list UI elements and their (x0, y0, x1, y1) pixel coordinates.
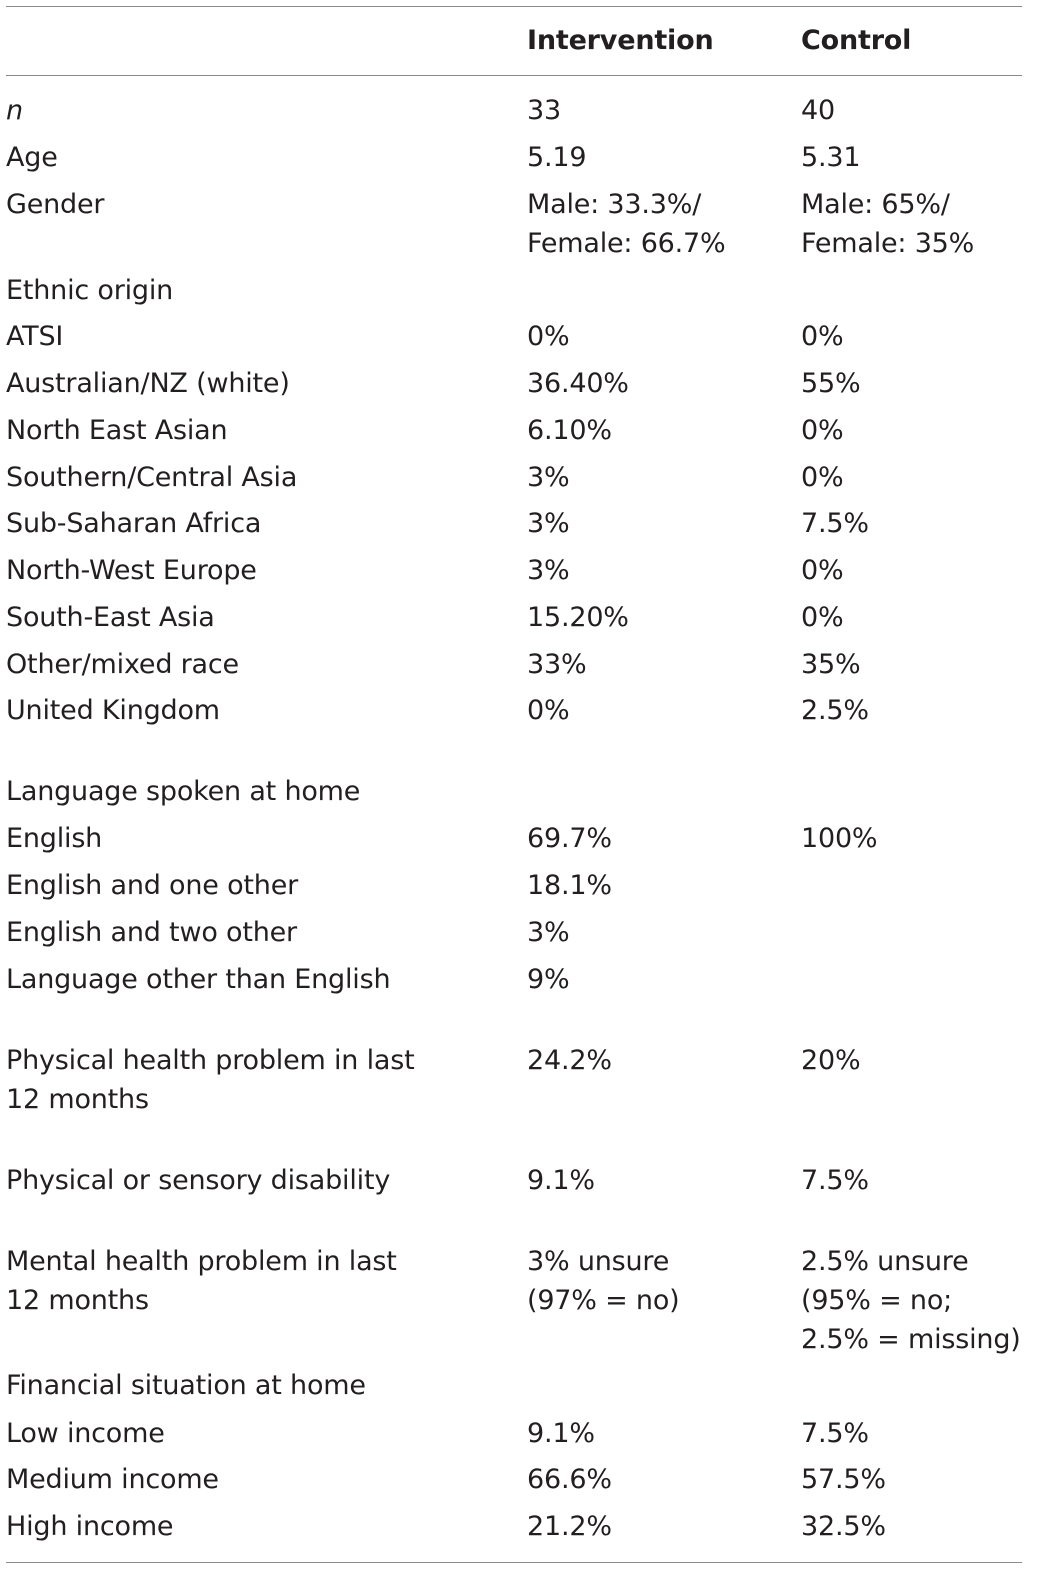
table-row-1-control-cell: 5.31 (801, 142, 861, 173)
table-row-20-control-cell: 2.5% unsure (801, 1246, 969, 1277)
table-row-15-label-cell: English and one other (6, 870, 299, 901)
table-row-20-label-cell: Mental health problem in last (6, 1246, 397, 1277)
table-row-20-label-cell: 12 months (6, 1285, 149, 1316)
table-row-6-label-cell: North East Asian (6, 415, 228, 446)
table-row-20-control-cell: (95% = no; (801, 1285, 953, 1316)
table-row-16-label-cell: English and two other (6, 917, 297, 948)
table-row-19-control-cell: 7.5% (801, 1165, 869, 1196)
table-row-10-intervention-cell: 15.20% (527, 602, 629, 633)
table-row-11-intervention-cell: 33% (527, 649, 587, 680)
table-row-12-label-cell: United Kingdom (6, 695, 220, 726)
table-row-8-label-cell: Sub-Saharan Africa (6, 508, 262, 539)
table-header-rule (6, 75, 1022, 76)
table-row-0-intervention-cell: 33 (527, 95, 561, 126)
table-row-23-control-cell: 57.5% (801, 1464, 886, 1495)
table-row-2-intervention-cell: Female: 66.7% (527, 228, 726, 259)
table-row-19-intervention-cell: 9.1% (527, 1165, 595, 1196)
table-row-18-control-cell: 20% (801, 1045, 861, 1076)
table-row-14-label-cell: English (6, 823, 103, 854)
table-row-8-control-cell: 7.5% (801, 508, 869, 539)
table-row-1-intervention-cell: 5.19 (527, 142, 587, 173)
table-row-14-control-cell: 100% (801, 823, 878, 854)
table-row-17-intervention-cell: 9% (527, 964, 570, 995)
table-row-16-intervention-cell: 3% (527, 917, 570, 948)
table-row-6-control-cell: 0% (801, 415, 844, 446)
table-row-6-intervention-cell: 6.10% (527, 415, 612, 446)
table-row-4-control-cell: 0% (801, 321, 844, 352)
table-row-11-label-cell: Other/mixed race (6, 649, 239, 680)
table-row-7-control-cell: 0% (801, 462, 844, 493)
table-row-5-label-cell: Australian/NZ (white) (6, 368, 290, 399)
table-row-7-label-cell: Southern/Central Asia (6, 462, 298, 493)
table-row-23-intervention-cell: 66.6% (527, 1464, 612, 1495)
table-row-20-intervention-cell: 3% unsure (527, 1246, 670, 1277)
table-row-20-intervention-cell: (97% = no) (527, 1285, 680, 1316)
table-row-4-label-cell: ATSI (6, 321, 64, 352)
table-row-0-control-cell: 40 (801, 95, 835, 126)
table-row-0-label-cell: n (6, 95, 23, 126)
table-row-12-intervention-cell: 0% (527, 695, 570, 726)
table-row-9-intervention-cell: 3% (527, 555, 570, 586)
table-row-13-label-cell: Language spoken at home (6, 776, 361, 807)
table-row-8-intervention-cell: 3% (527, 508, 570, 539)
table-row-1-label-cell: Age (6, 142, 58, 173)
table-row-18-intervention-cell: 24.2% (527, 1045, 612, 1076)
table-row-19-label-cell: Physical or sensory disability (6, 1165, 391, 1196)
header-control: Control (801, 25, 912, 56)
table-row-4-intervention-cell: 0% (527, 321, 570, 352)
table-row-22-label-cell: Low income (6, 1418, 165, 1449)
table-row-22-control-cell: 7.5% (801, 1418, 869, 1449)
table-row-2-label-cell: Gender (6, 189, 105, 220)
table-row-18-label-cell: 12 months (6, 1084, 149, 1115)
table-row-9-control-cell: 0% (801, 555, 844, 586)
table-row-23-label-cell: Medium income (6, 1464, 219, 1495)
table-row-14-intervention-cell: 69.7% (527, 823, 612, 854)
table-row-11-control-cell: 35% (801, 649, 861, 680)
table-row-18-label-cell: Physical health problem in last (6, 1045, 415, 1076)
table-row-2-intervention-cell: Male: 33.3%/ (527, 189, 702, 220)
table-row-5-intervention-cell: 36.40% (527, 368, 629, 399)
table-row-5-control-cell: 55% (801, 368, 861, 399)
table-row-24-label-cell: High income (6, 1511, 174, 1542)
table-row-22-intervention-cell: 9.1% (527, 1418, 595, 1449)
header-intervention: Intervention (527, 25, 714, 56)
table-row-9-label-cell: North-West Europe (6, 555, 257, 586)
table-row-2-control-cell: Female: 35% (801, 228, 975, 259)
table-bottom-rule (6, 1562, 1022, 1563)
table-row-24-intervention-cell: 21.2% (527, 1511, 612, 1542)
table-row-24-control-cell: 32.5% (801, 1511, 886, 1542)
table-row-3-label-cell: Ethnic origin (6, 275, 174, 306)
table-row-10-control-cell: 0% (801, 602, 844, 633)
table-row-17-label-cell: Language other than English (6, 964, 391, 995)
table-row-12-control-cell: 2.5% (801, 695, 869, 726)
table-row-2-control-cell: Male: 65%/ (801, 189, 950, 220)
table-row-10-label-cell: South-East Asia (6, 602, 215, 633)
table-top-rule (6, 6, 1022, 7)
table-row-15-intervention-cell: 18.1% (527, 870, 612, 901)
table-row-20-control-cell: 2.5% = missing) (801, 1324, 1021, 1355)
table-row-7-intervention-cell: 3% (527, 462, 570, 493)
table-row-21-label-cell: Financial situation at home (6, 1370, 366, 1401)
